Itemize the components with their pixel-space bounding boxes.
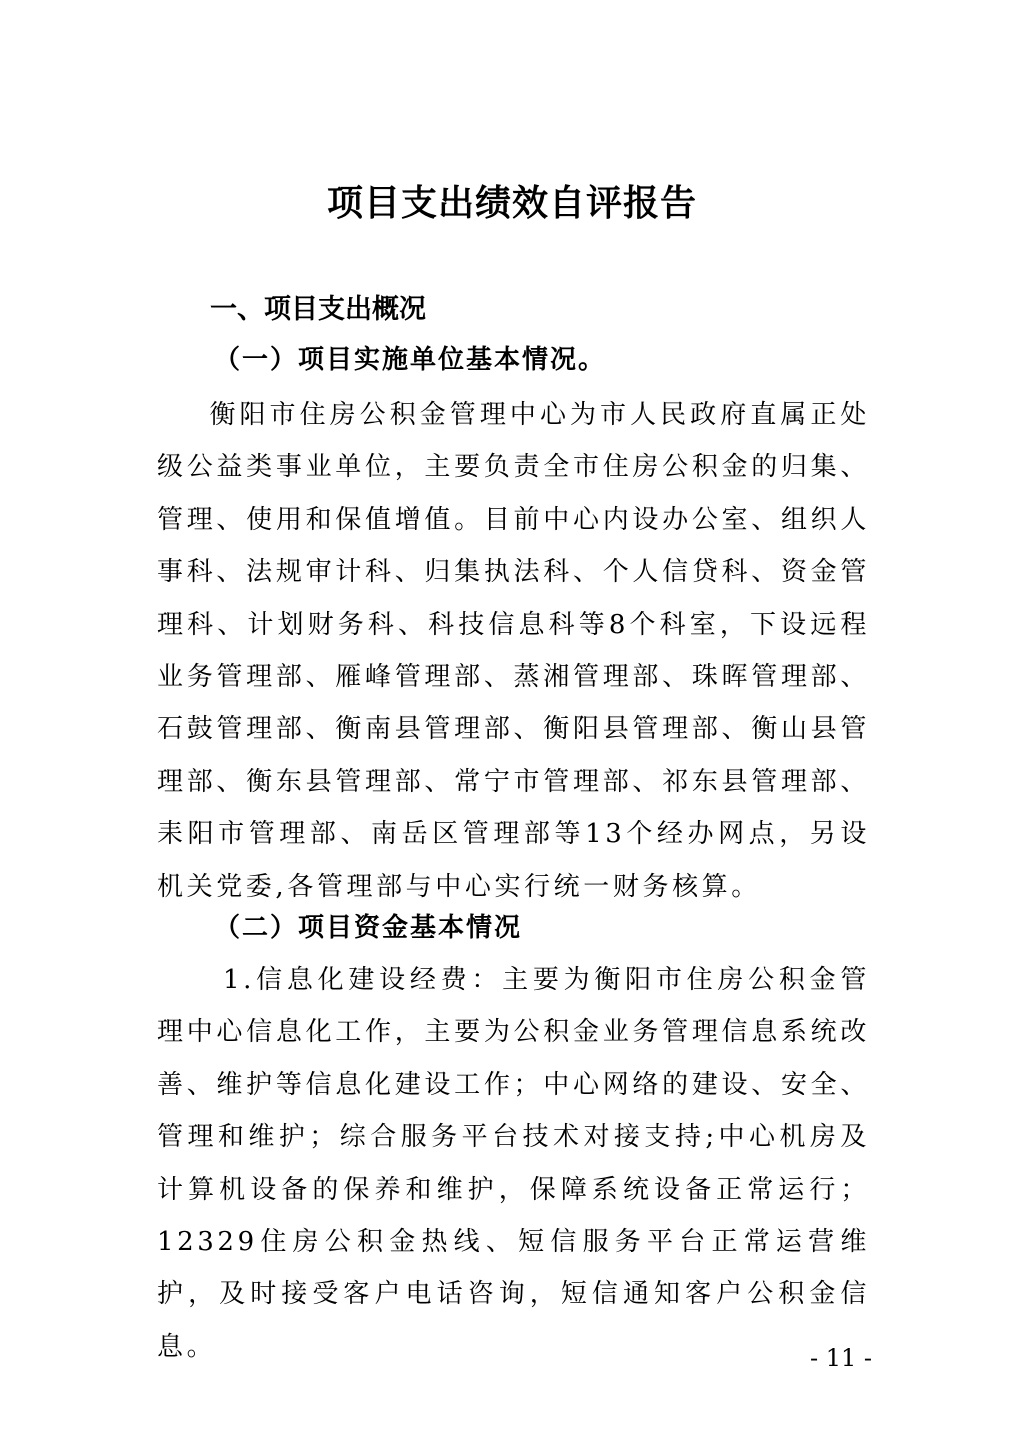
paragraph-fund-info	[157, 954, 870, 1373]
paragraph-unit-info	[157, 389, 870, 913]
subsection-heading-fund-info: （二）项目资金基本情况	[214, 913, 523, 943]
subsection-heading-unit-info: （一）项目实施单位基本情况。	[214, 345, 607, 375]
page-number: - 11 -	[809, 1344, 872, 1372]
document-title: 项目支出绩效自评报告	[326, 183, 697, 224]
section-heading-overview: 一、项目支出概况	[210, 294, 426, 325]
paragraph-fund-info-text: 1.信息化建设经费：主要为衡阳市住房公积金管理中心信息化工作，主要为公积金业务管理信息系统改善、维护等信息化建设工作；中心网络的建设、安全、管理和维护；综合服务平台技术对接支持;中心机房及计算机设备的保养和维护，保障系统设备正常运行；12329住房公积金热线、短信服务平台正常运营维护，及时接受客户电话咨询，短信通知客户公积金信息。	[157, 965, 870, 1362]
paragraph-unit-info-text: 衡阳市住房公积金管理中心为市人民政府直属正处级公益类事业单位，主要负责全市住房公积金的归集、管理、使用和保值增值。目前中心内设办公室、组织人事科、法规审计科、归集执法科、个人信贷科、资金管理科、计划财务科、科技信息科等8个科室，下设远程业务管理部、雁峰管理部、蒸湘管理部、珠晖管理部、石鼓管理部、衡南县管理部、衡阳县管理部、衡山县管理部、衡东县管理部、常宁市管理部、祁东县管理部、耒阳市管理部、南岳区管理部等13个经办网点，另设机关党委,各管理部与中心实行统一财务核算。	[157, 400, 870, 902]
